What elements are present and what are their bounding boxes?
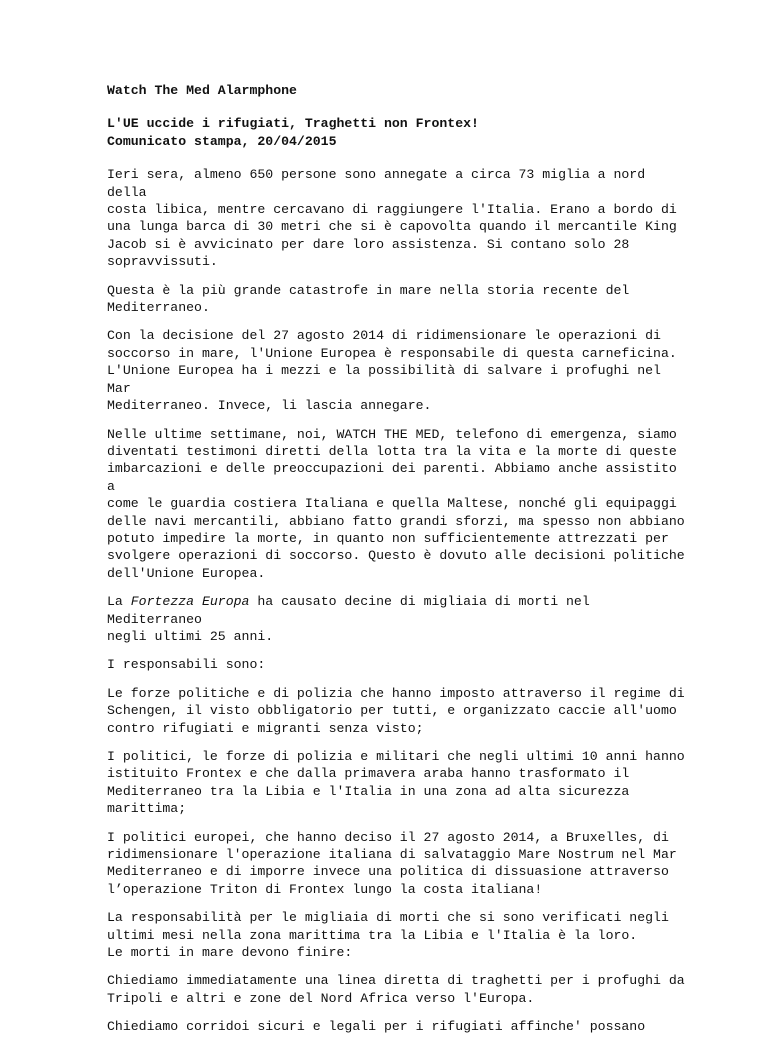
paragraph-12: Chiediamo corridoi sicuri e legali per i rifugiati affinche' possano bbox=[107, 1019, 646, 1035]
paragraph-6: I responsabili sono: bbox=[107, 657, 266, 673]
paragraph-11: Chiediamo immediatamente una linea diretta di traghetti per i profughi da Tripoli e altri e zone del Nord Africa verso l'Europa. bbox=[107, 973, 685, 1006]
paragraph-4: Nelle ultime settimane, noi, WATCH THE MED, telefono di emergenza, siamo diventati testimoni diretti della lotta tra la vita e la morte di queste imbarcazioni e delle preoccupazioni dei parenti. Abbiamo anche assistito a come le guardia costiera Italiana e quella Maltese, nonché gli equipaggi delle navi mercantili, abbiano fatto grandi sforzi, ma spesso non abbiano potuto impedire la morte, in quanto non sufficientemente attrezzati per svolgere operazioni di soccorso. Questo è dovuto alle decisioni politiche dell'Unione Europea. bbox=[107, 426, 685, 581]
paragraph-5-prefix: La bbox=[107, 594, 131, 610]
paragraph-10: La responsabilità per le migliaia di morti che si sono verificati negli ultimi mesi nella zona marittima tra la Libia e l'Italia è la loro. Le morti in mare devono finire: bbox=[107, 910, 669, 961]
paragraph-2: Questa è la più grande catastrofe in mare nella storia recente del Mediterraneo. bbox=[107, 282, 630, 316]
paragraph-7: Le forze politiche e di polizia che hanno imposto attraverso il regime di Schengen, il visto obbligatorio per tutti, e organizzato caccie all'uomo contro rifugiati e migranti senza visto; bbox=[107, 685, 685, 736]
paragraph-1: Ieri sera, almeno 650 persone sono annegate a circa 73 miglia a nord della costa libica, mentre cercavano di raggiungere l'Italia. Erano a bordo di una lunga barca di 30 metri che si è capovolta quando il mercantile King Jacob si è avvicinato per dare loro assistenza. Si contano solo 28 sopravvissuti. bbox=[107, 167, 677, 270]
press-release-heading bbox=[107, 115, 687, 150]
paragraph-9: I politici europei, che hanno deciso il 27 agosto 2014, a Bruxelles, di ridimensionare l'operazione italiana di salvataggio Mare Nostrum nel Mar Mediterraneo e di imporre invece una politica di dissuasione attraverso l’operazione Triton di Frontex lungo la costa italiana! bbox=[107, 829, 677, 897]
fortezza-europa-emphasis: Fortezza Europa bbox=[130, 594, 250, 610]
paragraph-5 bbox=[107, 593, 687, 645]
paragraph-3: Con la decisione del 27 agosto 2014 di ridimensionare le operazioni di soccorso in mare, l'Unione Europea è responsabile di questa carneficina. L'Unione Europea ha i mezzi e la possibilità di salvare i profughi nel Mar Mediterraneo. Invece, li lascia annegare. bbox=[107, 328, 677, 414]
paragraph-5-suffix: ha causato decine di migliaia di morti nel Mediterraneo negli ultimi 25 anni. bbox=[107, 594, 590, 644]
organization-name: Watch The Med Alarmphone bbox=[107, 83, 297, 98]
subheadline: Comunicato stampa, 20/04/2015 bbox=[107, 133, 337, 149]
document-body bbox=[107, 82, 687, 1047]
paragraph-8: I politici, le forze di polizia e militari che negli ultimi 10 anni hanno istituito Frontex e che dalla primavera araba hanno trasformato il Mediterraneo tra la Libia e l'Italia in una zona ad alta sicurezza marittima; bbox=[107, 749, 685, 817]
headline: L'UE uccide i rifugiati, Traghetti non Frontex! bbox=[107, 116, 479, 132]
